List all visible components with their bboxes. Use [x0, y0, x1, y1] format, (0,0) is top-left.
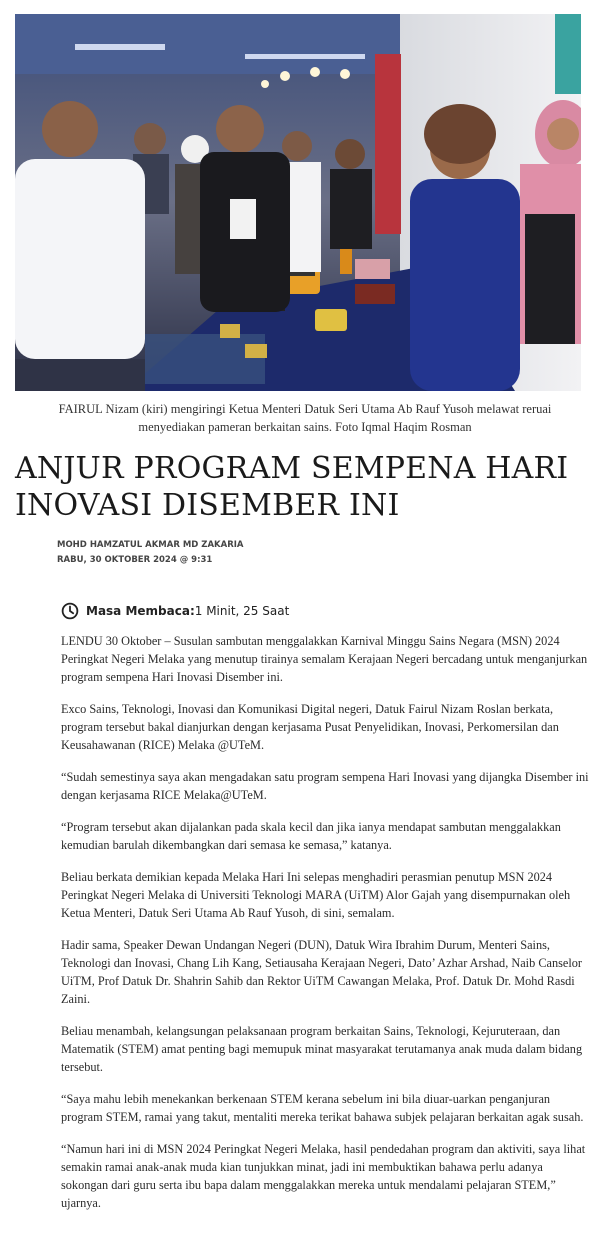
- paragraph: “Namun hari ini di MSN 2024 Peringkat Negeri Melaka, hasil pendedahan program dan aktiviti, saya lihat semakin ramai anak-anak muda kian tunjukkan minat, jadi ini membuktikan bahawa perlu adanya sokongan dari guru serta ibu bapa dalam menggalakkan mereka untuk mendalami pelajaran STEM,” ujarnya.: [61, 1142, 586, 1210]
- paragraph: Exco Sains, Teknologi, Inovasi dan Komunikasi Digital negeri, Datuk Fairul Nizam Roslan berkata, program tersebut bakal dianjurkan dengan kerjasama Pusat Penyelidikan, Inovasi, Perkomersilan dan Keusahawanan (RICE) Melaka @UTeM.: [61, 702, 559, 752]
- photo-illustration: [15, 14, 581, 391]
- clock-icon: [61, 602, 79, 620]
- article-photo: [15, 14, 581, 391]
- paragraph: Beliau berkata demikian kepada Melaka Hari Ini selepas menghadiri perasmian penutup MSN 2024 Peringkat Negeri Melaka di Universiti Teknologi MARA (UiTM) Alor Gajah yang disempurnakan oleh Ketua Menteri, Datuk Seri Utama Ab Rauf Yusoh, di sini, semalam.: [61, 870, 571, 920]
- paragraph: Beliau menambah, kelangsungan pelaksanaan program berkaitan Sains, Teknologi, Kejuruteraan, dan Matematik (STEM) amat penting bagi memupuk minat masyarakat terutamanya anak muda dalam bidang tersebut.: [61, 1024, 583, 1074]
- photo-caption: FAIRUL Nizam (kiri) mengiringi Ketua Menteri Datuk Seri Utama Ab Rauf Yusoh melawat reruai menyediakan pameran berkaitan sains. Foto Iqmal Haqim Rosman: [58, 402, 552, 434]
- paragraph: “Sudah semestinya saya akan mengadakan satu program sempena Hari Inovasi yang dijangka Disember ini dengan kerjasama RICE Melaka@UTeM.: [61, 770, 589, 802]
- paragraph: Hadir sama, Speaker Dewan Undangan Negeri (DUN), Datuk Wira Ibrahim Durum, Menteri Sains, Teknologi dan Inovasi, Chang Lih Kang, Setiausaha Kerajaan Negeri, Dato’ Azhar Arshad, Naib Canselor UiTM, Prof Datuk Dr. Shahrin Sahib dan Rektor UiTM Cawangan Melaka, Prof. Datuk Dr. Mohd Rasdi Zaini.: [61, 938, 583, 1006]
- reading-time-label: Masa Membaca:: [86, 604, 195, 618]
- paragraph: LENDU 30 Oktober – Susulan sambutan menggalakkan Karnival Minggu Sains Negara (MSN) 2024 Peringkat Negeri Melaka yang menutup tirainya semalam Kerajaan Negeri bercadang untuk menganjurkan program sempena Hari Inovasi Disember ini.: [61, 634, 588, 684]
- article-headline: ANJUR PROGRAM SEMPENA HARI INOVASI DISEMBER INI: [15, 451, 569, 523]
- reading-time: [61, 600, 289, 622]
- reading-time-value: 1 Minit, 25 Saat: [194, 604, 290, 618]
- publish-date: RABU, 30 OKTOBER 2024 @ 9:31: [57, 555, 213, 565]
- paragraph: “Saya mahu lebih menekankan berkenaan STEM kerana sebelum ini bila diuar-uarkan penganjuran program STEM, ramai yang takut, mentaliti mereka terikat bahawa subjek pelajaran berkaitan agak susah.: [61, 1092, 584, 1124]
- author-name[interactable]: MOHD HAMZATUL AKMAR MD ZAKARIA: [57, 540, 244, 550]
- byline: [57, 538, 244, 568]
- paragraph: “Program tersebut akan dijalankan pada skala kecil dan jika ianya mendapat sambutan menggalakkan kemudian barulah dikembangkan dari semasa ke semasa,” katanya.: [61, 820, 561, 852]
- article-body: [61, 632, 591, 1226]
